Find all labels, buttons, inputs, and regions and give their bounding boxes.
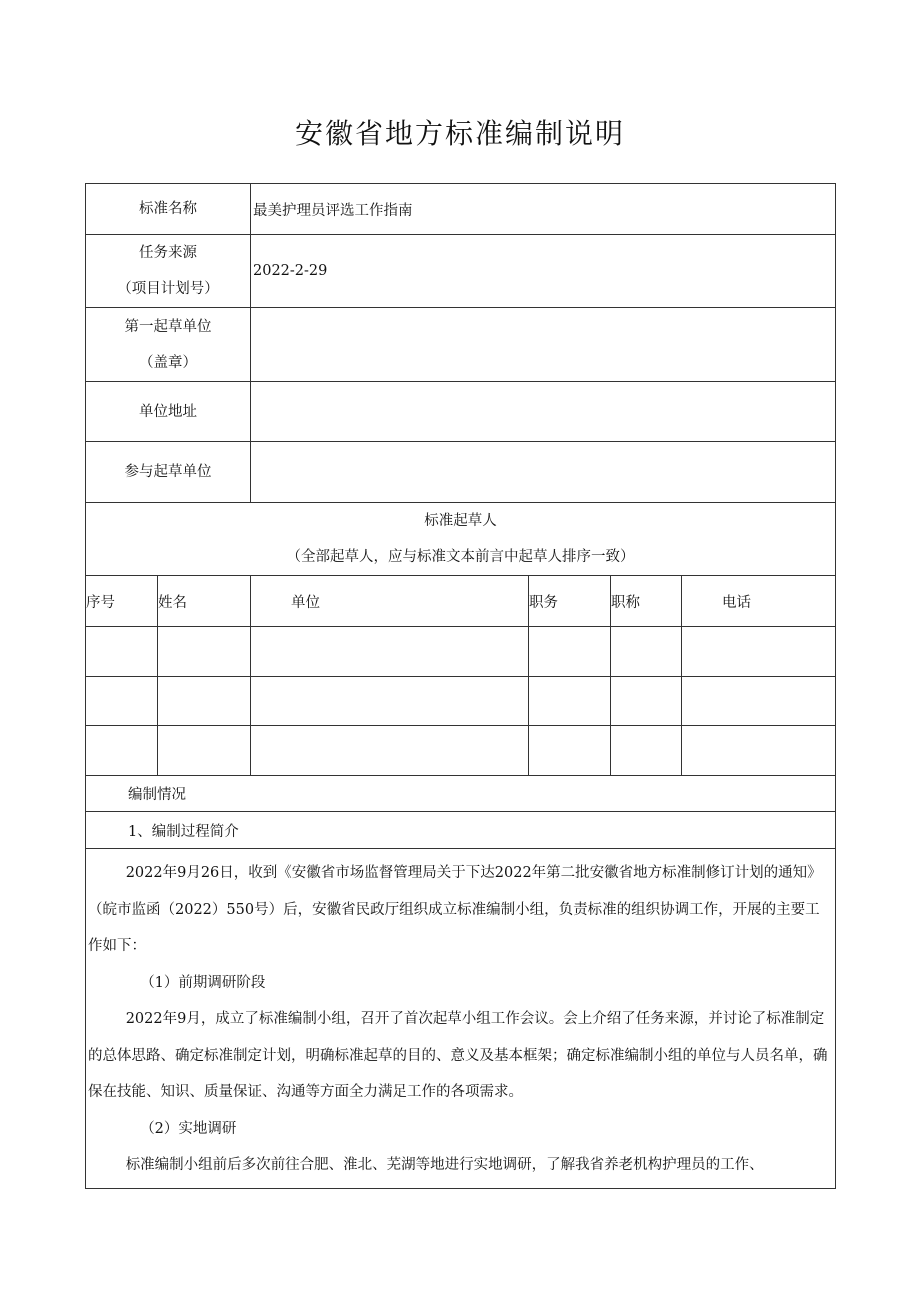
cell-unit bbox=[251, 677, 529, 726]
cell-title bbox=[611, 677, 682, 726]
task-source-value: 2022-2-29 bbox=[251, 235, 836, 308]
task-source-label bbox=[86, 235, 251, 308]
participants-label: 参与起草单位 bbox=[86, 442, 251, 503]
row-section-body bbox=[86, 849, 836, 1189]
cell-position bbox=[529, 726, 611, 776]
drafters-header bbox=[86, 503, 836, 576]
body-paragraph-2: 2022年9月，成立了标准编制小组，召开了首次起草小组工作会议。会上介绍了任务来源，并讨论了标准制定的总体思路、确定标准制定计划，明确标准起草的目的、意义及基本框架；确定标准编制小组的单位与人员名单，确保在技能、知识、质量保证、沟通等方面全力满足工作的各项需求。 bbox=[88, 1011, 828, 1100]
cell-position bbox=[529, 677, 611, 726]
task-source-label-line1: 任务来源 bbox=[139, 245, 197, 261]
table-row bbox=[86, 726, 836, 776]
table-row bbox=[86, 677, 836, 726]
body-step-2: （2）实地调研 bbox=[140, 1120, 237, 1137]
cell-unit bbox=[251, 726, 529, 776]
row-first-drafter bbox=[86, 308, 836, 382]
col-header-name: 姓名 bbox=[158, 576, 251, 627]
body-paragraph-3: 标准编制小组前后多次前往合肥、淮北、芜湖等地进行实地调研，了解我省养老机构护理员的工作、 bbox=[125, 1157, 764, 1173]
cell-phone bbox=[682, 677, 836, 726]
col-header-unit: 单位 bbox=[251, 576, 529, 627]
row-address bbox=[86, 382, 836, 442]
first-drafter-label-line1: 第一起草单位 bbox=[124, 318, 212, 335]
cell-position bbox=[529, 627, 611, 677]
drafters-title: 标准起草人 bbox=[424, 513, 497, 529]
section-heading: 编制情况 bbox=[86, 776, 836, 812]
address-label: 单位地址 bbox=[86, 382, 251, 442]
address-value bbox=[251, 382, 836, 442]
col-header-index: 序号 bbox=[86, 576, 158, 627]
participants-value bbox=[251, 442, 836, 503]
cell-phone bbox=[682, 726, 836, 776]
col-header-phone: 电话 bbox=[682, 576, 836, 627]
row-task-source bbox=[86, 235, 836, 308]
cell-phone bbox=[682, 627, 836, 677]
row-standard-name bbox=[86, 184, 836, 235]
cell-name bbox=[158, 627, 251, 677]
cell-name bbox=[158, 726, 251, 776]
drafters-note: （全部起草人，应与标准文本前言中起草人排序一致） bbox=[286, 549, 635, 565]
cell-index bbox=[86, 726, 158, 776]
row-participants bbox=[86, 442, 836, 503]
cell-unit bbox=[251, 627, 529, 677]
task-source-label-line2: （项目计划号） bbox=[117, 281, 219, 297]
cell-title bbox=[611, 627, 682, 677]
first-drafter-label bbox=[86, 308, 251, 382]
table-row bbox=[86, 627, 836, 677]
standard-name-label: 标准名称 bbox=[86, 184, 251, 235]
standard-name-value: 最美护理员评选工作指南 bbox=[251, 184, 836, 235]
row-drafters-header bbox=[86, 503, 836, 576]
cell-index bbox=[86, 677, 158, 726]
row-section-subheading bbox=[86, 812, 836, 849]
standard-form-table bbox=[85, 183, 836, 1189]
drafters-columns-row bbox=[86, 576, 836, 627]
col-header-title: 职称 bbox=[611, 576, 682, 627]
cell-title bbox=[611, 726, 682, 776]
row-section-heading bbox=[86, 776, 836, 812]
first-drafter-value bbox=[251, 308, 836, 382]
body-step-1: （1）前期调研阶段 bbox=[140, 974, 266, 991]
body-paragraph-1: 2022年9月26日，收到《安徽省市场监督管理局关于下达2022年第二批安徽省地方标准制修订计划的通知》（皖市监函（2022）550号）后，安徽省民政厅组织成立标准编制小组，负责标准的组织协调工作，开展的主要工作如下： bbox=[88, 865, 822, 954]
cell-name bbox=[158, 677, 251, 726]
section-subheading: 1、编制过程简介 bbox=[86, 812, 836, 849]
document-title: 安徽省地方标准编制说明 bbox=[294, 117, 625, 150]
first-drafter-label-line2: （盖章） bbox=[139, 354, 197, 371]
section-body bbox=[86, 849, 836, 1189]
col-header-position: 职务 bbox=[529, 576, 611, 627]
cell-index bbox=[86, 627, 158, 677]
